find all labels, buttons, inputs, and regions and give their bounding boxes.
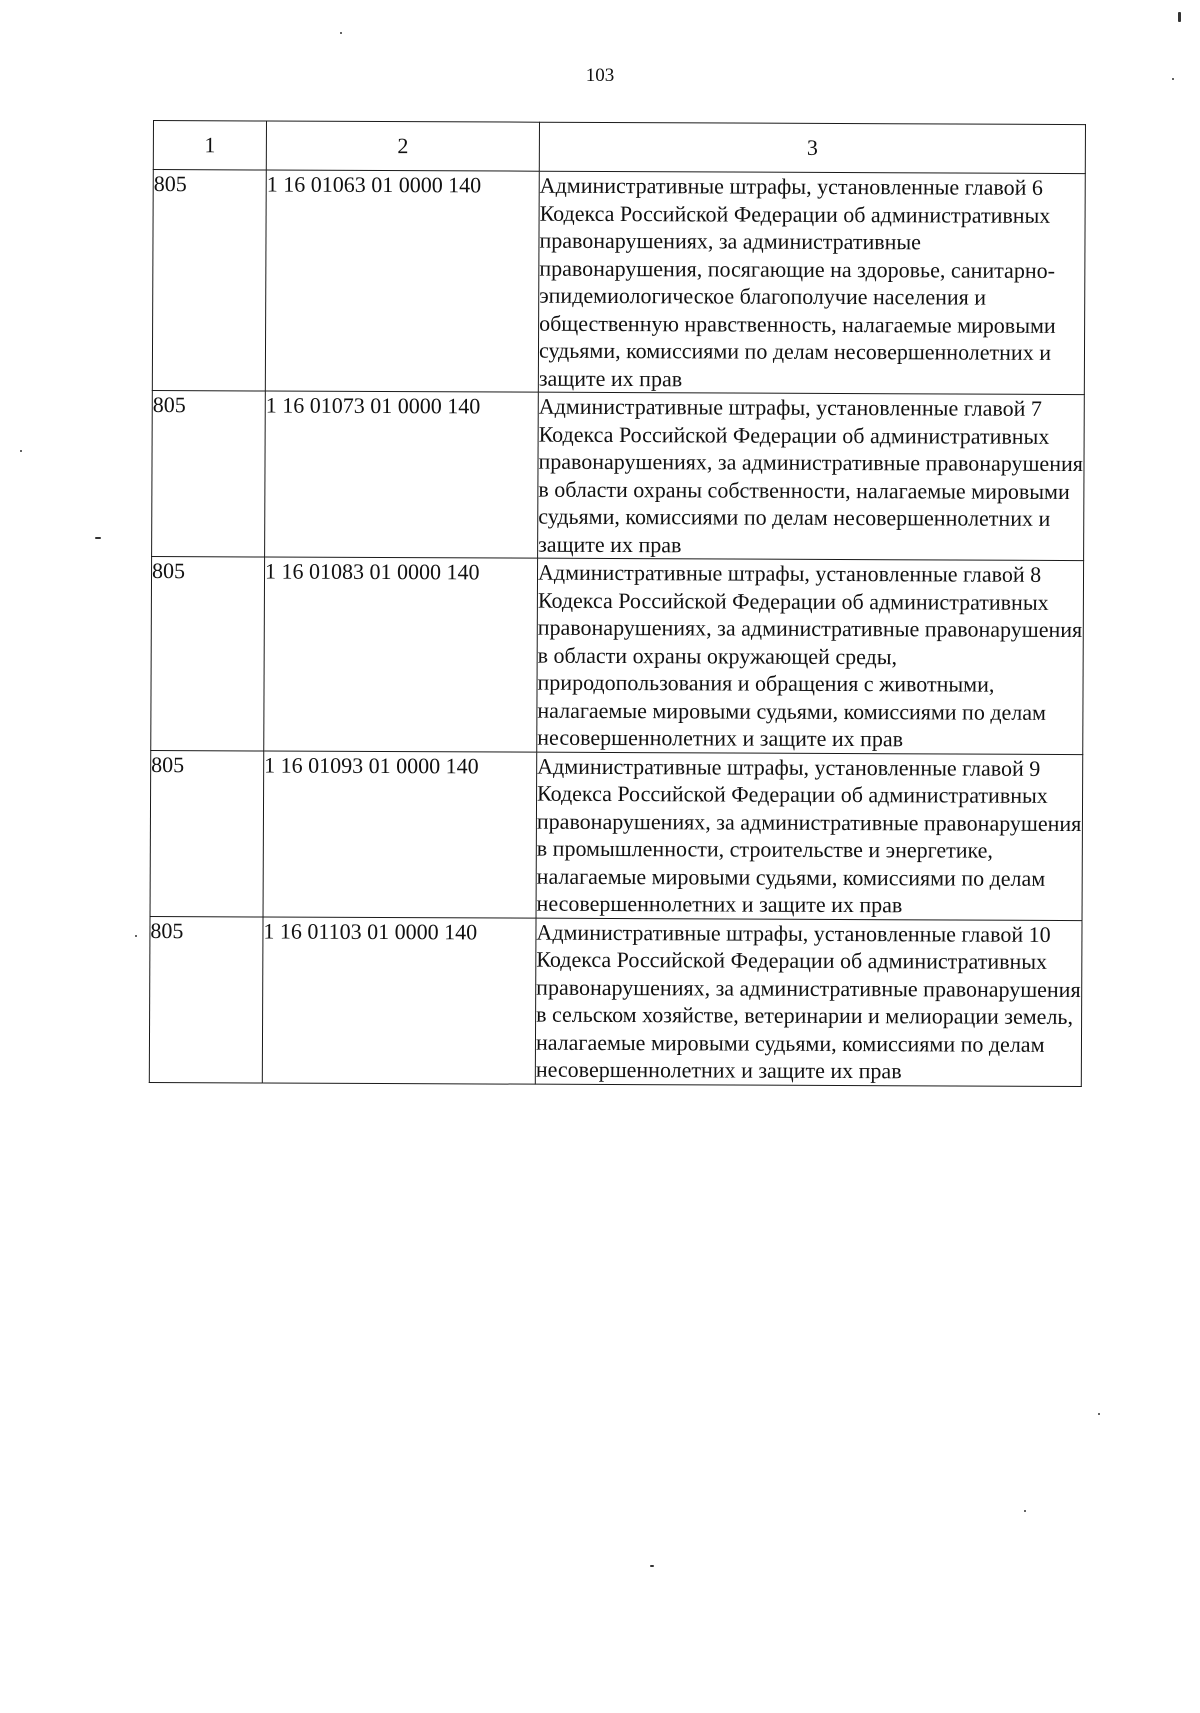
scan-speck xyxy=(135,935,137,937)
description-cell: Административные штрафы, установленные главой 10 Кодекса Российской Федерации об административных правонарушениях, за административные правонарушения в сельском хозяйстве, ветеринарии и мелиорации земель, налагаемые мировыми судьями, комиссиями по делам несовершеннолетних и защите их прав xyxy=(535,918,1082,1086)
column-header-3: 3 xyxy=(539,122,1085,173)
scan-speck xyxy=(20,450,22,452)
admin-code-cell: 805 xyxy=(152,390,266,556)
document-sheet xyxy=(149,120,1085,1087)
scan-speck xyxy=(650,1565,654,1567)
description-cell: Административные штрафы, установленные главой 9 Кодекса Российской Федерации об административных правонарушениях, за административные правонарушения в промышленности, строительстве и энергетике, налагаемые мировыми судьями, комиссиями по делам несовершеннолетних и защите их прав xyxy=(536,752,1083,920)
kbk-code-cell: 1 16 01103 01 0000 140 xyxy=(262,916,536,1083)
admin-code-cell: 805 xyxy=(149,916,263,1082)
scan-speck xyxy=(95,537,101,539)
kbk-code-cell: 1 16 01073 01 0000 140 xyxy=(265,391,539,558)
admin-code-cell: 805 xyxy=(150,750,264,916)
scan-speck xyxy=(1024,1510,1026,1512)
table-row xyxy=(152,170,1085,395)
kbk-code-cell: 1 16 01063 01 0000 140 xyxy=(265,170,539,392)
table-header-row xyxy=(153,121,1085,174)
description-cell: Административные штрафы, установленные главой 6 Кодекса Российской Федерации об административных правонарушениях, за административные правонарушения, посягающие на здоровье, санитарно-эпидемиологическое благополучие населения и общественную нравственность, налагаемые мировыми судьями, комиссиями по делам несовершеннолетних и защите их прав xyxy=(538,171,1085,394)
column-header-1: 1 xyxy=(153,121,266,170)
table-row xyxy=(151,556,1084,754)
kbk-code-cell: 1 16 01083 01 0000 140 xyxy=(264,557,538,752)
page-number: 103 xyxy=(585,65,615,86)
scan-speck xyxy=(1172,78,1174,80)
revenue-codes-table xyxy=(149,120,1086,1087)
kbk-code-cell: 1 16 01093 01 0000 140 xyxy=(263,750,537,917)
scan-speck xyxy=(340,32,342,34)
table-row xyxy=(152,390,1085,560)
admin-code-cell: 805 xyxy=(152,170,266,391)
table-row xyxy=(149,916,1082,1086)
description-cell: Административные штрафы, установленные главой 8 Кодекса Российской Федерации об административных правонарушениях, за административные правонарушения в области охраны окружающей среды, природопользования и обращения с животными, налагаемые мировыми судьями, комиссиями по делам несовершеннолетних и защите их прав xyxy=(537,558,1084,754)
scan-speck xyxy=(1178,12,1181,22)
admin-code-cell: 805 xyxy=(151,556,265,750)
table-row xyxy=(150,750,1083,920)
column-header-2: 2 xyxy=(266,121,539,171)
scan-speck xyxy=(1098,1413,1100,1415)
description-cell: Административные штрафы, установленные главой 7 Кодекса Российской Федерации об административных правонарушениях, за административные правонарушения в области охраны собственности, налагаемые мировыми судьями, комиссиями по делам несовершеннолетних и защите их прав xyxy=(538,392,1085,560)
